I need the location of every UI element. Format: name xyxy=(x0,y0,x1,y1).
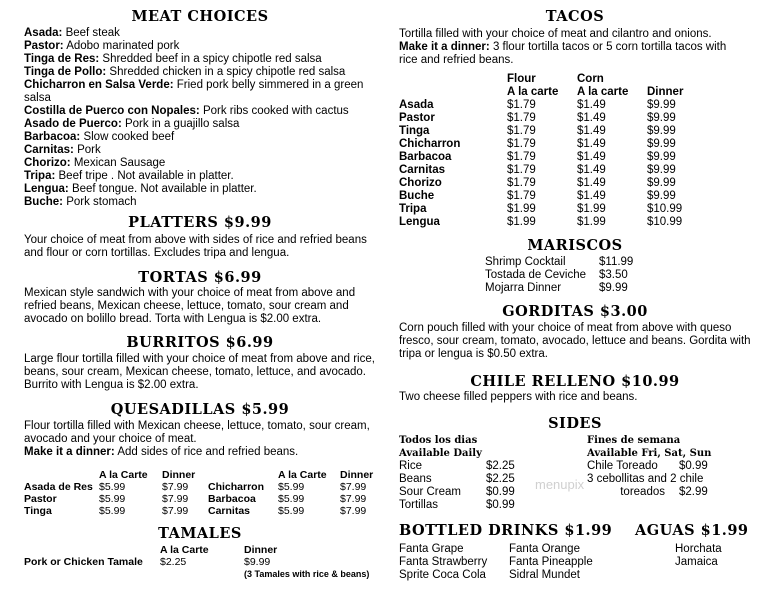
table-row xyxy=(399,216,683,229)
drinks-column-2 xyxy=(509,543,593,582)
quesadillas-dinner-label: Make it a dinner: xyxy=(24,446,115,458)
tortas-heading: TORTAS $6.99 xyxy=(138,269,262,286)
table-row xyxy=(24,568,369,580)
aguas-heading: AGUAS $1.99 xyxy=(635,522,749,539)
tamales-heading: TAMALES xyxy=(158,525,242,542)
taco-name: Tripa xyxy=(399,203,427,215)
drink-item: Fanta Orange xyxy=(509,543,580,555)
col-dinner: Dinner xyxy=(647,86,684,98)
item-name: Carnitas xyxy=(208,505,251,517)
table-row xyxy=(208,505,373,517)
bottled-drinks-heading: BOTTLED DRINKS $1.99 xyxy=(399,522,613,539)
taco-dinner: $10.99 xyxy=(647,203,683,215)
drink-item: Sprite Coca Cola xyxy=(399,569,486,581)
taco-name: Tinga xyxy=(399,125,430,137)
taco-flour: $1.79 xyxy=(507,164,536,176)
quesadillas-description: Flour tortilla filled with Mexican cheese, lettuce, tomato, sour cream, avocado and your choice of meat. xyxy=(24,420,370,445)
agua-item: Horchata xyxy=(675,543,722,555)
side-price: $2.99 xyxy=(679,486,708,498)
taco-corn: $1.99 xyxy=(577,203,606,215)
meat-name: Barbacoa: xyxy=(24,131,81,143)
meat-name: Pastor: xyxy=(24,40,64,52)
sides-weekend-table xyxy=(587,460,708,499)
table-row xyxy=(399,177,683,190)
drink-item: Fanta Grape xyxy=(399,543,464,555)
table-row xyxy=(399,151,683,164)
taco-dinner: $9.99 xyxy=(647,177,676,189)
side-price: $2.25 xyxy=(486,473,515,485)
taco-flour: $1.99 xyxy=(507,216,536,228)
sides-weekend-heading xyxy=(587,434,711,460)
meat-desc: Pork in a guajillo salsa xyxy=(124,118,240,130)
tamale-carte: $2.25 xyxy=(160,556,187,568)
meat-name: Lengua: xyxy=(24,183,69,195)
meat-item xyxy=(24,53,376,66)
meat-item xyxy=(24,144,376,157)
table-row xyxy=(399,112,683,125)
tamale-note: (3 Tamales with rice & beans) xyxy=(244,569,370,579)
item-name: Barbacoa xyxy=(208,493,256,505)
sides-daily-heading xyxy=(399,434,482,460)
taco-name: Chorizo xyxy=(399,177,442,189)
meat-desc: Fried pork belly simmered in a green salsa xyxy=(24,79,364,104)
item-name: Asada de Res xyxy=(24,481,93,493)
side-price: $0.99 xyxy=(486,499,515,511)
meat-desc: Pork ribs cooked with cactus xyxy=(202,105,349,117)
item-carte: $5.99 xyxy=(99,481,126,493)
meat-item xyxy=(24,131,376,144)
taco-name: Barbacoa xyxy=(399,151,452,163)
item-name: Chicharron xyxy=(208,481,265,493)
taco-flour: $1.79 xyxy=(507,177,536,189)
table-row xyxy=(399,190,683,203)
quesadillas-dinner-note xyxy=(24,446,376,459)
table-header-row xyxy=(399,73,683,86)
burritos-heading: BURRITOS $6.99 xyxy=(126,334,274,351)
marisco-price: $9.99 xyxy=(599,282,628,294)
meat-desc: Shredded chicken in a spicy chipotle red salsa xyxy=(109,66,346,78)
meat-name: Tinga de Res: xyxy=(24,53,100,65)
item-name: Tinga xyxy=(24,505,52,517)
chile-relleno-heading: CHILE RELLENO $10.99 xyxy=(470,373,680,390)
sides-heading: SIDES xyxy=(548,415,602,432)
drink-item: Fanta Strawberry xyxy=(399,556,488,568)
meat-desc: Slow cooked beef xyxy=(83,131,175,143)
table-row xyxy=(208,481,373,493)
item-dinner: $7.99 xyxy=(162,505,189,517)
side-name: Rice xyxy=(399,460,423,472)
col-carte: A la Carte xyxy=(99,469,148,481)
side-price: $2.25 xyxy=(486,460,515,472)
taco-corn: $1.49 xyxy=(577,125,606,137)
col-flour-carte: A la carte xyxy=(507,86,559,98)
meat-desc: Mexican Sausage xyxy=(73,157,166,169)
tacos-dinner-label: Make it a dinner: xyxy=(399,41,490,53)
col-dinner: Dinner xyxy=(244,544,278,556)
taco-flour: $1.79 xyxy=(507,151,536,163)
sides-daily-table xyxy=(399,460,515,512)
tamale-name: Pork or Chicken Tamale xyxy=(24,556,143,568)
col-dinner: Dinner xyxy=(162,469,196,481)
taco-flour: $1.79 xyxy=(507,112,536,124)
table-row xyxy=(399,164,683,177)
table-row xyxy=(587,460,708,473)
table-row xyxy=(24,556,369,568)
taco-dinner: $9.99 xyxy=(647,164,676,176)
taco-corn: $1.49 xyxy=(577,177,606,189)
taco-corn: $1.49 xyxy=(577,112,606,124)
side-name: Chile Toreado xyxy=(587,460,658,472)
sides-weekend-spanish: Fines de semana xyxy=(587,435,681,446)
platters-heading: PLATTERS $9.99 xyxy=(128,214,272,231)
table-header-row xyxy=(208,469,373,481)
marisco-name: Mojarra Dinner xyxy=(485,282,562,294)
table-row xyxy=(587,486,708,499)
sides-daily-spanish: Todos los dias xyxy=(399,435,478,446)
quesadillas-heading: QUESADILLAS $5.99 xyxy=(110,401,290,418)
taco-name: Lengua xyxy=(399,216,440,228)
quesadillas-dinner-desc: Add sides of rice and refried beans. xyxy=(117,446,299,458)
drink-item: Fanta Pineapple xyxy=(509,556,593,568)
taco-corn: $1.49 xyxy=(577,99,606,111)
item-carte: $5.99 xyxy=(278,481,305,493)
side-name: Tortillas xyxy=(399,499,438,511)
meat-name: Chicharron en Salsa Verde: xyxy=(24,79,174,91)
meat-item xyxy=(24,196,376,209)
table-row xyxy=(399,486,515,499)
table-header-row xyxy=(24,544,369,556)
sides-weekend-english: Available Fri, Sat, Sun xyxy=(587,448,712,459)
meat-name: Costilla de Puerco con Nopales: xyxy=(24,105,200,117)
col-dinner: Dinner xyxy=(340,469,374,481)
meat-name: Chorizo: xyxy=(24,157,71,169)
platters-description: Your choice of meat from above with sides of rice and refried beans and flour or corn tortillas. Excludes tripa and lengua. xyxy=(24,234,367,259)
taco-flour: $1.79 xyxy=(507,190,536,202)
meat-desc: Pork stomach xyxy=(66,196,137,208)
taco-corn: $1.49 xyxy=(577,190,606,202)
taco-name: Buche xyxy=(399,190,435,202)
marisco-name: Tostada de Ceviche xyxy=(485,269,587,281)
watermark: menupix xyxy=(535,477,585,492)
meat-item xyxy=(24,183,376,196)
quesadillas-table-left xyxy=(24,469,195,517)
taco-dinner: $9.99 xyxy=(647,112,676,124)
col-corn: Corn xyxy=(577,73,604,85)
taco-dinner: $9.99 xyxy=(647,125,676,137)
taco-dinner: $9.99 xyxy=(647,190,676,202)
item-carte: $5.99 xyxy=(99,505,126,517)
tacos-dinner-desc: 3 flour tortilla tacos or 5 corn tortilla tacos with rice and refried beans. xyxy=(399,41,727,66)
taco-dinner: $9.99 xyxy=(647,138,676,150)
taco-name: Chicharron xyxy=(399,138,461,150)
table-row xyxy=(399,138,683,151)
taco-dinner: $9.99 xyxy=(647,99,676,111)
table-header-row xyxy=(399,86,683,99)
meat-name: Carnitas: xyxy=(24,144,74,156)
item-name: Pastor xyxy=(24,493,57,505)
meat-item xyxy=(24,170,376,183)
meat-item xyxy=(24,79,376,105)
taco-corn: $1.49 xyxy=(577,164,606,176)
tacos-heading: TACOS xyxy=(545,8,605,25)
col-corn-carte: A la carte xyxy=(577,86,629,98)
meat-item xyxy=(24,105,376,118)
tacos-table xyxy=(399,73,683,229)
meat-desc: Shredded beef in a spicy chipotle red salsa xyxy=(102,53,322,65)
taco-flour: $1.79 xyxy=(507,99,536,111)
taco-flour: $1.79 xyxy=(507,125,536,137)
col-carte: A la Carte xyxy=(160,544,209,556)
col-carte: A la Carte xyxy=(278,469,327,481)
meat-item xyxy=(24,66,376,79)
table-row xyxy=(399,125,683,138)
side-name: Beans xyxy=(399,473,432,485)
table-row xyxy=(399,460,515,473)
meat-item xyxy=(24,27,376,40)
meat-name: Asada: xyxy=(24,27,63,39)
meat-name: Tinga de Pollo: xyxy=(24,66,107,78)
drinks-column-1 xyxy=(399,543,487,582)
side-price: $0.99 xyxy=(679,460,708,472)
table-row xyxy=(24,481,195,493)
table-row xyxy=(485,269,633,282)
meat-name: Buche: xyxy=(24,196,63,208)
meat-desc: Beef tripe . Not available in platter. xyxy=(58,170,234,182)
tamales-table xyxy=(24,544,369,580)
sides-daily-english: Available Daily xyxy=(399,448,482,459)
item-carte: $5.99 xyxy=(278,505,305,517)
side-price: $0.99 xyxy=(486,486,515,498)
marisco-name: Shrimp Cocktail xyxy=(485,256,566,268)
taco-name: Carnitas xyxy=(399,164,446,176)
marisco-price: $3.50 xyxy=(599,269,628,281)
meat-choices-list xyxy=(24,27,376,209)
table-row xyxy=(399,473,515,486)
item-dinner: $7.99 xyxy=(162,493,189,505)
item-carte: $5.99 xyxy=(99,493,126,505)
gorditas-description: Corn pouch filled with your choice of meat from above with queso fresco, sour cream, tomato, avocado, lettuce and beans. Gordita with tripa or lengua is $0.50 extra. xyxy=(399,322,751,360)
meat-desc: Beef steak xyxy=(65,27,120,39)
taco-flour: $1.99 xyxy=(507,203,536,215)
meat-name: Asado de Puerco: xyxy=(24,118,122,130)
meat-item xyxy=(24,118,376,131)
gorditas-heading: GORDITAS $3.00 xyxy=(502,303,648,320)
table-header-row xyxy=(24,469,195,481)
meat-desc: Pork xyxy=(77,144,101,156)
tortas-description: Mexican style sandwich with your choice of meat from above and refried beans, Mexican cheese, lettuce, tomato, sour cream and avocado on bolillo bread. Torta with Lengua is $2.00 extra. xyxy=(24,287,356,325)
meat-item xyxy=(24,40,376,53)
col-flour: Flour xyxy=(507,73,536,85)
taco-name: Pastor xyxy=(399,112,435,124)
table-row xyxy=(24,505,195,517)
meat-choices-heading: MEAT CHOICES xyxy=(131,8,269,25)
taco-flour: $1.79 xyxy=(507,138,536,150)
side-name: 3 cebollitas and 2 chile xyxy=(587,473,704,485)
mariscos-table xyxy=(485,256,633,295)
taco-dinner: $10.99 xyxy=(647,216,683,228)
table-row xyxy=(24,493,195,505)
item-dinner: $7.99 xyxy=(340,481,367,493)
taco-corn: $1.49 xyxy=(577,151,606,163)
marisco-price: $11.99 xyxy=(599,256,634,268)
tamale-dinner: $9.99 xyxy=(244,556,271,568)
chile-relleno-description: Two cheese filled peppers with rice and beans. xyxy=(399,391,638,403)
table-row xyxy=(208,493,373,505)
item-dinner: $7.99 xyxy=(340,493,367,505)
table-row xyxy=(399,203,683,216)
meat-desc: Beef tongue. Not available in platter. xyxy=(71,183,257,195)
burritos-description: Large flour tortilla filled with your choice of meat from above and rice, beans, sour cream, Mexican cheese, tomato, lettuce, and avocado. Burrito with Lengua is $2.00 extra. xyxy=(24,353,375,391)
aguas-list xyxy=(675,543,722,569)
meat-desc: Adobo marinated pork xyxy=(66,40,180,52)
table-row xyxy=(485,282,633,295)
table-row xyxy=(485,256,633,269)
quesadillas-table-right xyxy=(208,469,373,517)
item-dinner: $7.99 xyxy=(340,505,367,517)
item-carte: $5.99 xyxy=(278,493,305,505)
tacos-description: Tortilla filled with your choice of meat and cilantro and onions. xyxy=(399,28,712,40)
table-row xyxy=(399,99,683,112)
side-name-cont: toreados xyxy=(620,486,665,498)
side-name: Sour Cream xyxy=(399,486,461,498)
taco-name: Asada xyxy=(399,99,434,111)
meat-name: Tripa: xyxy=(24,170,56,182)
table-row xyxy=(587,473,708,486)
agua-item: Jamaica xyxy=(675,556,718,568)
drink-item: Sidral Mundet xyxy=(509,569,580,581)
taco-corn: $1.99 xyxy=(577,216,606,228)
meat-item xyxy=(24,157,376,170)
tacos-dinner-note xyxy=(399,41,739,67)
taco-dinner: $9.99 xyxy=(647,151,676,163)
table-row xyxy=(399,499,515,512)
taco-corn: $1.49 xyxy=(577,138,606,150)
item-dinner: $7.99 xyxy=(162,481,189,493)
mariscos-heading: MARISCOS xyxy=(527,237,623,254)
